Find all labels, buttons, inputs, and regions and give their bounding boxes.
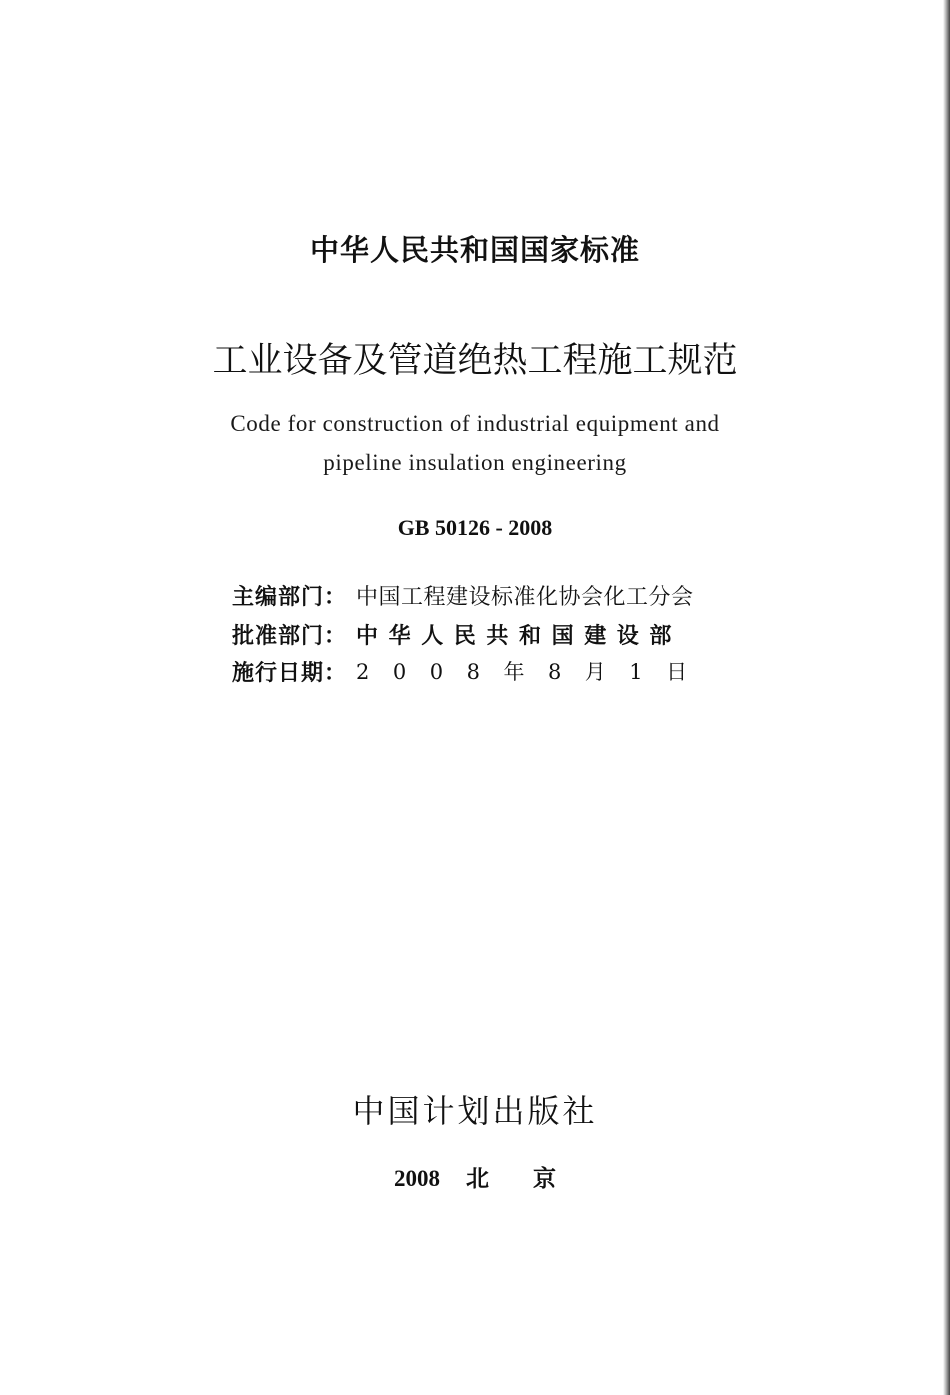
standard-category: 中华人民共和国国家标准: [309, 233, 640, 267]
editor-value: 中国工程建设标准化协会化工分会: [356, 585, 694, 610]
publisher-name: 中国计划出版社: [352, 1092, 598, 1130]
effective-date-value: 2008年8月1日: [356, 660, 711, 684]
publication-city: 北京: [466, 1166, 600, 1192]
title-english-line-1: Code for construction of industrial equipment and: [230, 411, 720, 436]
approver-label: 批准部门：: [232, 624, 348, 649]
page-edge-shadow: [943, 0, 950, 1395]
standard-code: GB 50126 - 2008: [397, 515, 553, 540]
publication-line: [0, 1160, 950, 1193]
editor-label: 主编部门：: [232, 585, 348, 610]
title-english-line-2: pipeline insulation engineering: [323, 450, 627, 475]
effective-date-label: 施行日期：: [232, 661, 348, 686]
approver-row: [232, 619, 752, 651]
title-chinese: 工业设备及管道绝热工程施工规范: [212, 341, 738, 381]
effective-date-row: [232, 656, 752, 688]
approver-value: 中华人民共和国建设部: [356, 624, 683, 649]
editor-row: [232, 580, 752, 612]
publication-year: 2008: [394, 1166, 440, 1191]
